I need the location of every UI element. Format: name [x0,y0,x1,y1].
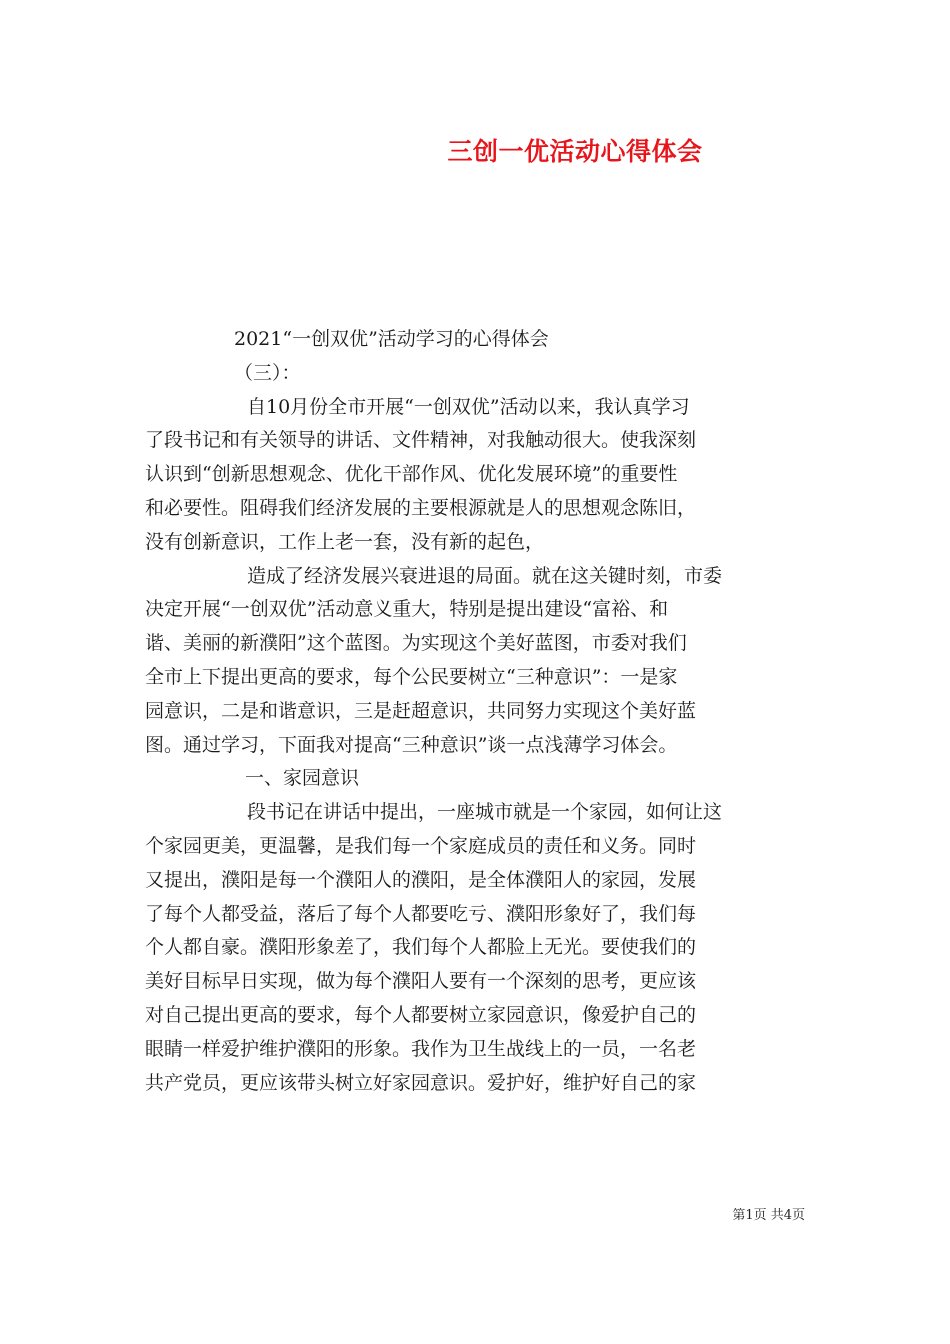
document-body [145,323,805,1100]
text-line: 谐、美丽的新濮阳”这个蓝图。为实现这个美好蓝图，市委对我们 [145,632,687,655]
document-title: 三创一优活动心得体会 [447,137,703,166]
text-line: 图。通过学习，下面我对提高“三种意识”谈一点浅薄学习体会。 [145,733,678,756]
text-line: 了段书记和有关领导的讲话、文件精神，对我触动很大。使我深刻 [145,429,697,452]
text-line: 一、家园意识 [245,767,360,790]
paragraph-lines [145,391,805,1101]
text-line: 对自己提出更高的要求，每个人都要树立家园意识，像爱护自己的 [145,1003,697,1026]
document-subtitle: 2021“一创双优”活动学习的心得体会 [234,328,549,350]
text-line: 全市上下提出更高的要求，每个公民要树立“三种意识”：一是家 [145,665,678,688]
page-footer: 第1页 共4页 [732,1208,805,1223]
text-line: 美好目标早日实现，做为每个濮阳人要有一个深刻的思考，更应该 [145,970,697,993]
text-line: 认识到“创新思想观念、优化干部作风、优化发展环境”的重要性 [145,463,678,486]
text-line: 眼睛一样爱护维护濮阳的形象。我作为卫生战线上的一员，一名老 [145,1037,697,1060]
text-line: 个家园更美，更温馨，是我们每一个家庭成员的责任和义务。同时 [145,834,697,857]
text-line: 段书记在讲话中提出，一座城市就是一个家园，如何让这 [247,801,723,824]
text-line: 了每个人都受益，落后了每个人都要吃亏、濮阳形象好了，我们每 [145,902,697,925]
text-line: 又提出，濮阳是每一个濮阳人的濮阳，是全体濮阳人的家园，发展 [145,868,697,891]
text-line: 共产党员，更应该带头树立好家园意识。爱护好，维护好自己的家 [145,1071,697,1094]
text-line: 园意识，二是和谐意识，三是赶超意识，共同努力实现这个美好蓝 [145,699,697,722]
text-line: 决定开展“一创双优”活动意义重大，特别是提出建设“富裕、和 [145,598,669,621]
text-line: 自10月份全市开展“一创双优”活动以来，我认真学习 [247,395,690,418]
text-line: 没有创新意识，工作上老一套，没有新的起色， [145,530,545,553]
text-line: 个人都自豪。濮阳形象差了，我们每个人都脸上无光。要使我们的 [145,936,697,959]
text-line: 和必要性。阻碍我们经济发展的主要根源就是人的思想观念陈旧， [145,496,697,519]
document-subtitle-cont: （三）： [234,361,301,384]
text-line: 造成了经济发展兴衰进退的局面。就在这关键时刻，市委 [247,564,723,587]
